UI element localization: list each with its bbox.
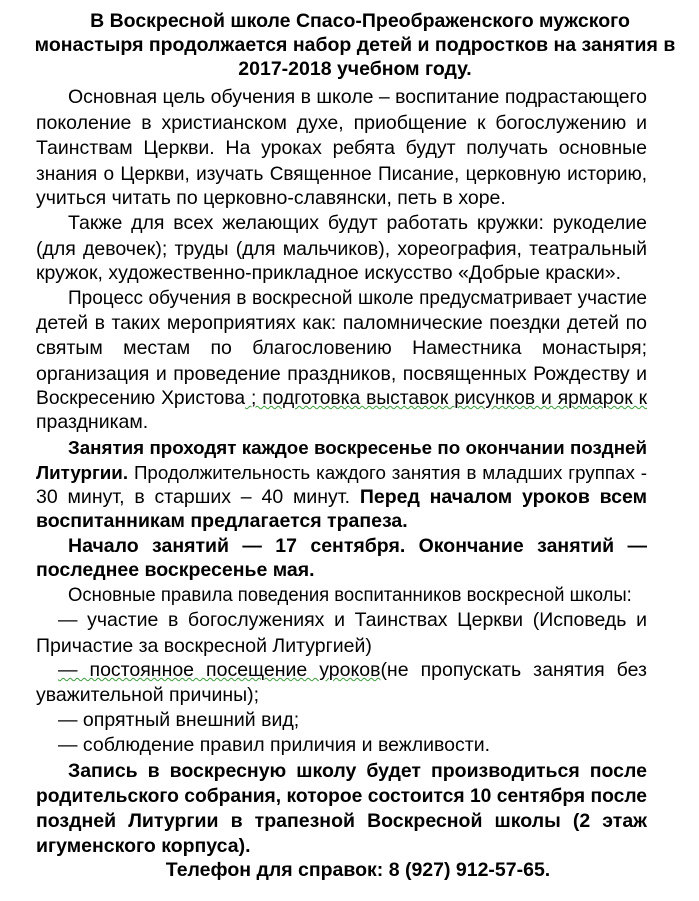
title-line-2	[30, 33, 680, 58]
enrollment-line	[36, 809, 647, 834]
schedule-text: 30 минут, в старших – 40 минут.	[36, 486, 360, 508]
dates-text: Начало занятий — 17 сентября. Окончание занятий —	[68, 535, 647, 557]
rule-item	[58, 733, 647, 758]
rule-item	[58, 708, 647, 733]
clubs-line	[36, 237, 647, 262]
process-text-spellcheck: ; подготовка выставок рисунков и ярмарок к	[245, 388, 648, 409]
rule-text: уважительной причины);	[36, 684, 260, 706]
process-text: детей в таких мероприятиях как: паломнические поездки детей по	[36, 312, 647, 334]
schedule-text: Продолжительность каждого занятия в младших группах -	[128, 462, 647, 483]
enrollment-text: Запись в воскресную школу будет производиться после	[68, 760, 647, 782]
process-line	[68, 286, 647, 311]
process-line	[36, 362, 647, 387]
schedule-bold-text: воспитанникам предлагается трапеза.	[36, 510, 408, 532]
process-text: святым местам по благословению Наместника монастыря;	[36, 337, 647, 359]
goal-line	[36, 111, 647, 136]
rule-item	[36, 683, 647, 708]
schedule-line	[68, 435, 647, 460]
goal-line	[68, 85, 647, 110]
rule-text: (не пропускать занятия без	[380, 659, 647, 681]
title-text: В Воскресной школе Спасо-Преображенского мужского	[90, 10, 630, 32]
goal-line	[36, 186, 647, 211]
rules-heading	[68, 583, 647, 608]
schedule-line	[36, 460, 647, 485]
clubs-line	[36, 261, 647, 286]
schedule-line	[36, 509, 647, 534]
rule-text: Причастие за воскресной Литургией)	[36, 635, 372, 657]
schedule-bold-text: Литургии.	[36, 462, 129, 483]
enrollment-text: родительского собрания, которое состоится 10 сентября после	[36, 786, 647, 807]
rules-heading-text: Основные правила поведения воспитанников воскресной школы:	[68, 585, 632, 606]
enrollment-line	[36, 834, 647, 859]
goal-text: учиться читать по церковно-славянски, петь в хоре.	[36, 187, 506, 209]
clubs-line	[68, 211, 647, 236]
process-text: Воскресению Христова	[36, 388, 246, 409]
title-line-3	[30, 57, 680, 82]
dates-line	[68, 534, 647, 559]
rule-item	[36, 634, 647, 659]
schedule-line	[36, 485, 647, 510]
goal-text: знания о Церкви, изучать Священное Писание, церковную историю,	[36, 164, 647, 185]
goal-line	[36, 136, 647, 161]
clubs-text: (для девочек); труды (для мальчиков), хореография, театральный	[36, 238, 647, 260]
enrollment-text: игуменского корпуса).	[36, 835, 251, 857]
dates-text: последнее воскресенье мая.	[36, 559, 315, 581]
process-line	[36, 336, 647, 361]
goal-text: Таинствам Церкви. На уроках ребята будут получать основные	[36, 137, 647, 159]
process-line	[36, 386, 647, 411]
title-text: монастыря продолжается набор детей и подростков на занятия в	[34, 34, 676, 56]
process-text: праздникам.	[36, 411, 149, 433]
enrollment-line	[36, 784, 647, 809]
rule-text: — участие в богослужениях и Таинствах Церкви (Исповедь и	[58, 609, 647, 631]
rule-text: — опрятный внешний вид;	[58, 709, 300, 731]
dates-line	[36, 558, 647, 583]
process-line	[36, 311, 647, 336]
rule-item	[58, 608, 647, 633]
process-line	[36, 410, 647, 435]
clubs-text: Также для всех желающих будут работать кружки: рукоделие	[68, 212, 647, 234]
schedule-bold-text: Перед началом уроков всем	[359, 486, 647, 508]
clubs-text: кружок, художественно-прикладное искусство «Добрые краски».	[36, 262, 622, 284]
goal-text: поколение в христианском духе, приобщение к богослужению и	[36, 112, 647, 134]
title-text: 2017-2018 учебном году.	[238, 58, 472, 80]
phone-line	[36, 858, 680, 883]
rule-text: — соблюдение правил приличия и вежливости.	[58, 734, 491, 756]
rule-item	[58, 658, 647, 683]
enrollment-text: поздней Литургии в трапезной Воскресной школы (2 этаж	[36, 810, 647, 832]
enrollment-line	[68, 759, 647, 784]
title-line-1	[40, 9, 680, 34]
schedule-bold-text: Занятия проходят каждое воскресенье по окончании поздней	[68, 437, 647, 458]
rule-text-spellcheck: — постоянное посещение уроков	[58, 659, 381, 681]
goal-text: Основная цель обучения в школе – воспитание подрастающего	[68, 86, 647, 108]
goal-line	[36, 162, 647, 187]
process-text: организация и проведение праздников, посвященных Рождеству и	[36, 363, 647, 385]
phone-text: Телефон для справок: 8 (927) 912-57-65.	[165, 859, 551, 881]
process-text: Процесс обучения в воскресной школе предусматривает участие	[68, 288, 647, 309]
